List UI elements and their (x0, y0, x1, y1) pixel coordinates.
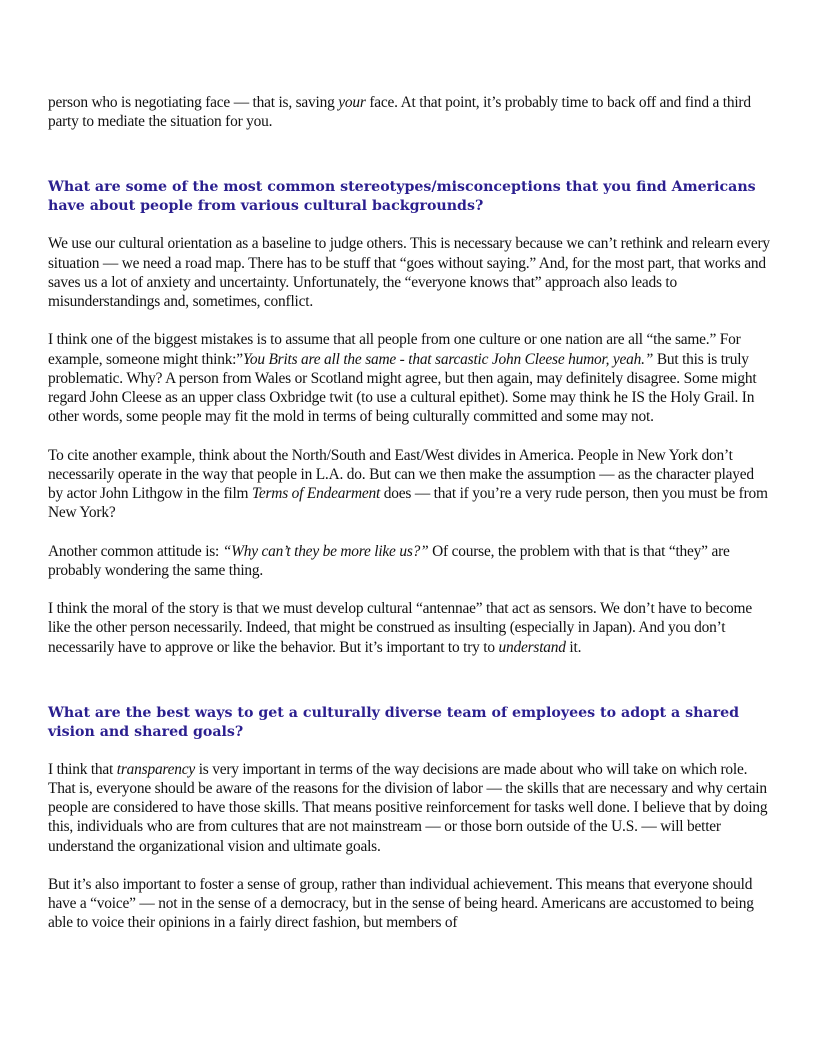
paragraph-north-south-divide (48, 446, 770, 523)
paragraph-text: person who is negotiating face — that is, saving (48, 94, 339, 111)
paragraph-text: Another common attitude is: (48, 542, 223, 560)
document-page (48, 93, 770, 933)
paragraph-text: I think that (48, 760, 117, 778)
paragraph-text: does — that if you’re a very rude person, then you must be from New York? (48, 485, 768, 522)
paragraph-text: it. (565, 638, 582, 656)
film-title: Terms of Endearment (251, 485, 381, 503)
paragraph-negotiating-face (48, 93, 770, 131)
paragraph-text: I think one of the biggest mistakes is to assume that all people from one culture or one nation are all “the same.” For example, someone might think:” (48, 331, 741, 368)
paragraph-biggest-mistakes (48, 330, 770, 426)
paragraph-text: To cite another example, think about the North/South and East/West divides in America. People in New York don’t necessarily operate in the way that people in L.A. do. But can we then make the assumption — as the character played by actor John Lithgow in the film (48, 446, 754, 503)
section-heading-shared-vision: What are the best ways to get a culturally diverse team of employees to adopt a shared vision and shared goals? (48, 704, 740, 740)
paragraph-transparency (48, 760, 770, 856)
paragraph-text: I think the moral of the story is that we must develop cultural “antennae” that act as sensors. We don’t have to become like the other person necessarily. Indeed, that might be construed as insulting (especially in Japan). And you don’t necessarily have to approve or like the behavior. But it’s important to try to (48, 600, 752, 656)
paragraph-text: is very important in terms of the way decisions are made about who will take on which role. That is, everyone should be aware of the reasons for the division of labor — the skills that are necessary and why certain people are considered to have those skills. That means positive reinforcement for tasks well done. I believe that by doing this, individuals who are from cultures that are not mainstream — or those born outside of the U.S. — will better understand the organizational vision and ultimate goals. (48, 760, 768, 855)
paragraph-common-attitude (48, 542, 770, 580)
paragraph-text: Of course, the problem with that is that “they” are probably wondering the same thing. (48, 542, 730, 579)
emphasis-text: transparency (116, 760, 196, 778)
section-heading-stereotypes: What are some of the most common stereotypes/misconceptions that you find Americans have about people from various cultural backgrounds? (48, 179, 756, 215)
paragraph-text: But this is truly problematic. Why? A person from Wales or Scotland might agree, but then again, may definitely disagree. Some might regard John Cleese as an upper class Oxbridge twit (to use a cultural epithet). Some may think he IS the Holy Grail. In other words, some people may fit the mold in terms of being culturally committed and some may not. (48, 350, 757, 426)
emphasis-text: “Why can’t they be more like us?” (222, 542, 429, 560)
emphasis-text: understand (498, 638, 566, 656)
paragraph-text: face. At that point, it’s probably time to back off and find a third party to mediate the situation for you. (48, 94, 751, 131)
paragraph-cultural-orientation: We use our cultural orientation as a baseline to judge others. This is necessary because we can’t rethink and relearn every situation — we need a road map. There has to be stuff that “goes without saying.” And, for the most part, that works and saves us a lot of anxiety and uncertainty. Unfortunately, the “everyone knows that” approach also leads to misunderstandings and, sometimes, conflict. (48, 235, 770, 311)
emphasis-text: your (338, 94, 366, 111)
emphasis-text: You Brits are all the same - that sarcastic John Cleese humor, yeah.” (242, 350, 654, 368)
paragraph-cultural-antennae (48, 599, 770, 657)
paragraph-group-voice: But it’s also important to foster a sense of group, rather than individual achievement. This means that everyone should have a “voice” — not in the sense of a democracy, but in the sense of being heard. Americans are accustomed to being able to voice their opinions in a fairly direct fashion, but members of (48, 876, 754, 932)
